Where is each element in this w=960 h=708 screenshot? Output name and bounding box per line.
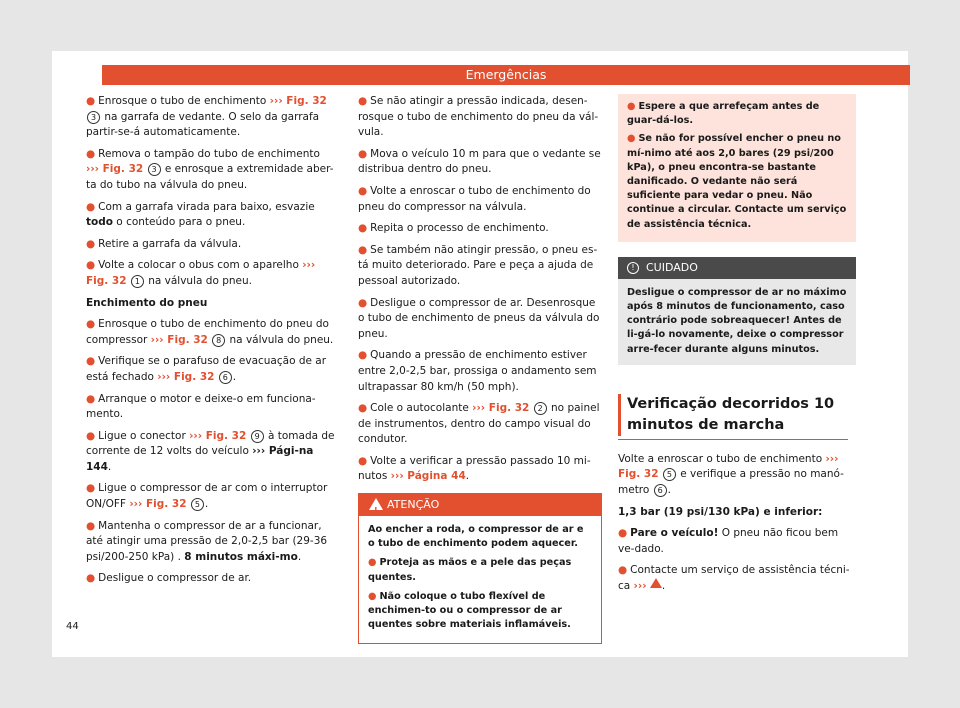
callout-number: 6 xyxy=(654,484,667,497)
figure-link[interactable]: ››› Fig. 32 xyxy=(157,370,215,383)
bullet-icon: ● xyxy=(86,355,96,368)
warning-box xyxy=(358,493,602,644)
list-item: ● Quando a pressão de enchimento estiver entre 2,0-2,5 bar, prossiga o andamento sem ultrapassar 80 km/h (50 mph). xyxy=(358,349,597,393)
warning-body: Ao encher a roda, o compressor de ar e o tubo de enchimento podem aquecer. ● Proteja as mãos e a pele das peças quentes. ● Não coloque o tubo flexível de enchimen-to ou o compressor de ar quentes sobre materiais inflamáveis. xyxy=(359,516,601,643)
list-item: ● Volte a verificar a pressão passado 10 mi-nutos ››› Página 44. xyxy=(358,454,591,483)
bullet-icon: ● xyxy=(358,349,368,362)
figure-link[interactable]: ››› Fig. 32 xyxy=(472,402,530,415)
callout-number: 2 xyxy=(534,402,547,415)
column-left xyxy=(86,94,336,593)
section-title: Verificação decorridos 10 minutos de marcha xyxy=(618,394,856,436)
figure-link[interactable]: ››› Fig. 32 xyxy=(129,498,187,511)
list-item: ● Mantenha o compressor de ar a funcionar, até atingir uma pressão de 2,0-2,5 bar (29-36 psi/200-250 kPa) . 8 minutos máxi-mo. xyxy=(86,519,328,563)
subheading: Enchimento do pneu xyxy=(86,296,208,309)
bullet-icon: ● xyxy=(86,482,96,495)
callout-number: 8 xyxy=(212,334,225,347)
bullet-icon: ● xyxy=(86,95,96,107)
list-item: ● Enrosque o tubo de enchimento ››› Fig. 32 3 na garrafa de vedante. O selo da garrafa partir-se-á automaticamente. xyxy=(86,95,327,139)
bullet-icon: ● xyxy=(627,133,636,145)
list-item: ● Espere a que arrefeçam antes de guar-dá-los. xyxy=(627,101,820,127)
subheading: 1,3 bar (19 psi/130 kPa) e inferior: xyxy=(618,505,823,518)
figure-link[interactable]: ››› Fig. 32 xyxy=(618,452,839,481)
list-item: ● Volte a enroscar o tubo de enchimento do pneu do compressor na válvula. xyxy=(358,184,591,213)
bullet-icon: ● xyxy=(358,243,368,256)
bullet-icon: ● xyxy=(358,402,368,415)
list-item: ● Desligue o compressor de ar. xyxy=(86,572,252,585)
list-item: ● Mova o veículo 10 m para que o vedante se distribua dentro do pneu. xyxy=(358,147,601,176)
list-item: ● Ligue o compressor de ar com o interruptor ON/OFF ››› Fig. 32 5 . xyxy=(86,482,328,511)
list-item: ● Desligue o compressor de ar. Desenrosque o tubo de enchimento de pneus da válvula do pneu. xyxy=(358,296,600,340)
bullet-icon: ● xyxy=(618,564,628,577)
bullet-icon: ● xyxy=(358,147,368,160)
list-item: ● Repita o processo de enchimento. xyxy=(358,222,549,235)
bullet-icon: ● xyxy=(368,590,377,602)
bullet-icon: ● xyxy=(86,147,96,160)
callout-number: 5 xyxy=(191,498,204,511)
bullet-icon: ● xyxy=(618,527,628,540)
list-item: ● Se não atingir a pressão indicada, desen-rosque o tubo de enchimento do pneu da vál-vula. xyxy=(358,95,599,139)
list-item: ● Ligue o conector ››› Fig. 32 9 à tomada de corrente de 12 volts do veículo ››› Pági-na 144. xyxy=(86,429,335,473)
section-divider xyxy=(618,439,848,440)
bullet-icon: ● xyxy=(358,454,368,467)
manual-page xyxy=(52,51,908,657)
bullet-icon: ● xyxy=(86,237,96,250)
list-item: ● Cole o autocolante ››› Fig. 32 2 no painel de instrumentos, dentro do campo visual do condutor. xyxy=(358,402,600,446)
list-item: ● Proteja as mãos e a pele das peças quentes. xyxy=(368,557,572,583)
warning-triangle-icon[interactable] xyxy=(650,578,662,588)
bullet-icon: ● xyxy=(86,259,96,272)
warning-link[interactable]: ››› xyxy=(633,580,647,592)
callout-number: 3 xyxy=(148,163,161,176)
list-item: ● Contacte um serviço de assistência técni-ca ››› . xyxy=(618,564,850,592)
bullet-icon: ● xyxy=(86,519,96,532)
list-item: ● Com a garrafa virada para baixo, esvazie todo o conteúdo para o pneu. xyxy=(86,200,315,229)
figure-link[interactable]: ››› Fig. 32 xyxy=(269,95,327,107)
caution-body: Desligue o compressor de ar no máximo após 8 minutos de funcionamento, caso contrário pode sobreaquecer! Antes de li-gá-lo novamente, deixe o compressor arre-fecer durante alguns minutos. xyxy=(627,286,847,355)
bullet-icon: ● xyxy=(86,572,96,585)
bullet-icon: ● xyxy=(86,318,96,331)
bullet-icon: ● xyxy=(368,557,377,569)
info-icon: ! xyxy=(627,262,639,274)
bullet-icon: ● xyxy=(86,392,96,405)
list-item: ● Enrosque o tubo de enchimento do pneu do compressor ››› Fig. 32 8 na válvula do pneu. xyxy=(86,318,334,346)
list-item: ● Não coloque o tubo flexível de enchimen-to ou o compressor de ar quentes sobre materiais inflamáveis. xyxy=(368,590,571,631)
bullet-icon: ● xyxy=(86,429,96,442)
caution-header: ! CUIDADO xyxy=(618,257,856,279)
warning-header: ! ATENÇÃO xyxy=(359,494,601,516)
figure-link[interactable]: ››› Fig. 32 xyxy=(150,333,208,346)
page-link[interactable]: ››› Pági-na 144 xyxy=(86,445,314,473)
list-item: ● Verifique se o parafuso de evacuação de ar está fechado ››› Fig. 32 6 . xyxy=(86,355,327,383)
callout-number: 3 xyxy=(87,111,100,124)
bullet-icon: ● xyxy=(86,200,96,213)
callout-number: 1 xyxy=(131,275,144,288)
figure-link[interactable]: ››› Fig. 32 xyxy=(86,259,316,287)
figure-link[interactable]: ››› Fig. 32 xyxy=(86,163,144,176)
chapter-header: Emergências xyxy=(102,65,910,85)
column-middle xyxy=(358,94,602,644)
callout-number: 6 xyxy=(219,371,232,384)
column-right xyxy=(618,94,856,601)
callout-number: 5 xyxy=(663,468,676,481)
caution-box xyxy=(618,257,856,365)
warning-triangle-icon xyxy=(369,498,383,510)
bullet-icon: ● xyxy=(358,184,368,197)
list-item: ● Se não for possível encher o pneu no mí-nimo até aos 2,0 bares (29 psi/200 kPa), o pneu encontra-se bastante danificado. O vedante não será suficiente para vedar o pneu. Não continue a circular. Contacte um serviço de assistência técnica. xyxy=(627,133,847,230)
callout-number: 9 xyxy=(251,430,264,443)
figure-link[interactable]: ››› Fig. 32 xyxy=(189,429,247,442)
list-item: ● Pare o veículo! O pneu não ficou bem ve-dado. xyxy=(618,527,839,555)
page-number: 44 xyxy=(66,621,79,632)
page-link[interactable]: ››› Página 44 xyxy=(390,470,466,483)
warning-continuation xyxy=(618,94,856,242)
bullet-icon: ● xyxy=(358,95,368,107)
list-item: ● Volte a colocar o obus com o aparelho ››› Fig. 32 1 na válvula do pneu. xyxy=(86,259,316,287)
list-item: ● Retire a garrafa da válvula. xyxy=(86,237,242,250)
paragraph: Volte a enroscar o tubo de enchimento ››› Fig. 32 5 e verifique a pressão no manó-metro 6 . xyxy=(618,452,844,497)
list-item: ● Se também não atingir pressão, o pneu es-tá muito deteriorado. Pare e peça a ajuda de pessoal autorizado. xyxy=(358,243,598,287)
bullet-icon: ● xyxy=(627,101,636,112)
bullet-icon: ● xyxy=(358,222,368,235)
bullet-icon: ● xyxy=(358,296,368,309)
list-item: ● Remova o tampão do tubo de enchimento ››› Fig. 32 3 e enrosque a extremidade aber-ta do tubo na válvula do pneu. xyxy=(86,147,334,191)
list-item: ● Arranque o motor e deixe-o em funciona-mento. xyxy=(86,392,316,421)
